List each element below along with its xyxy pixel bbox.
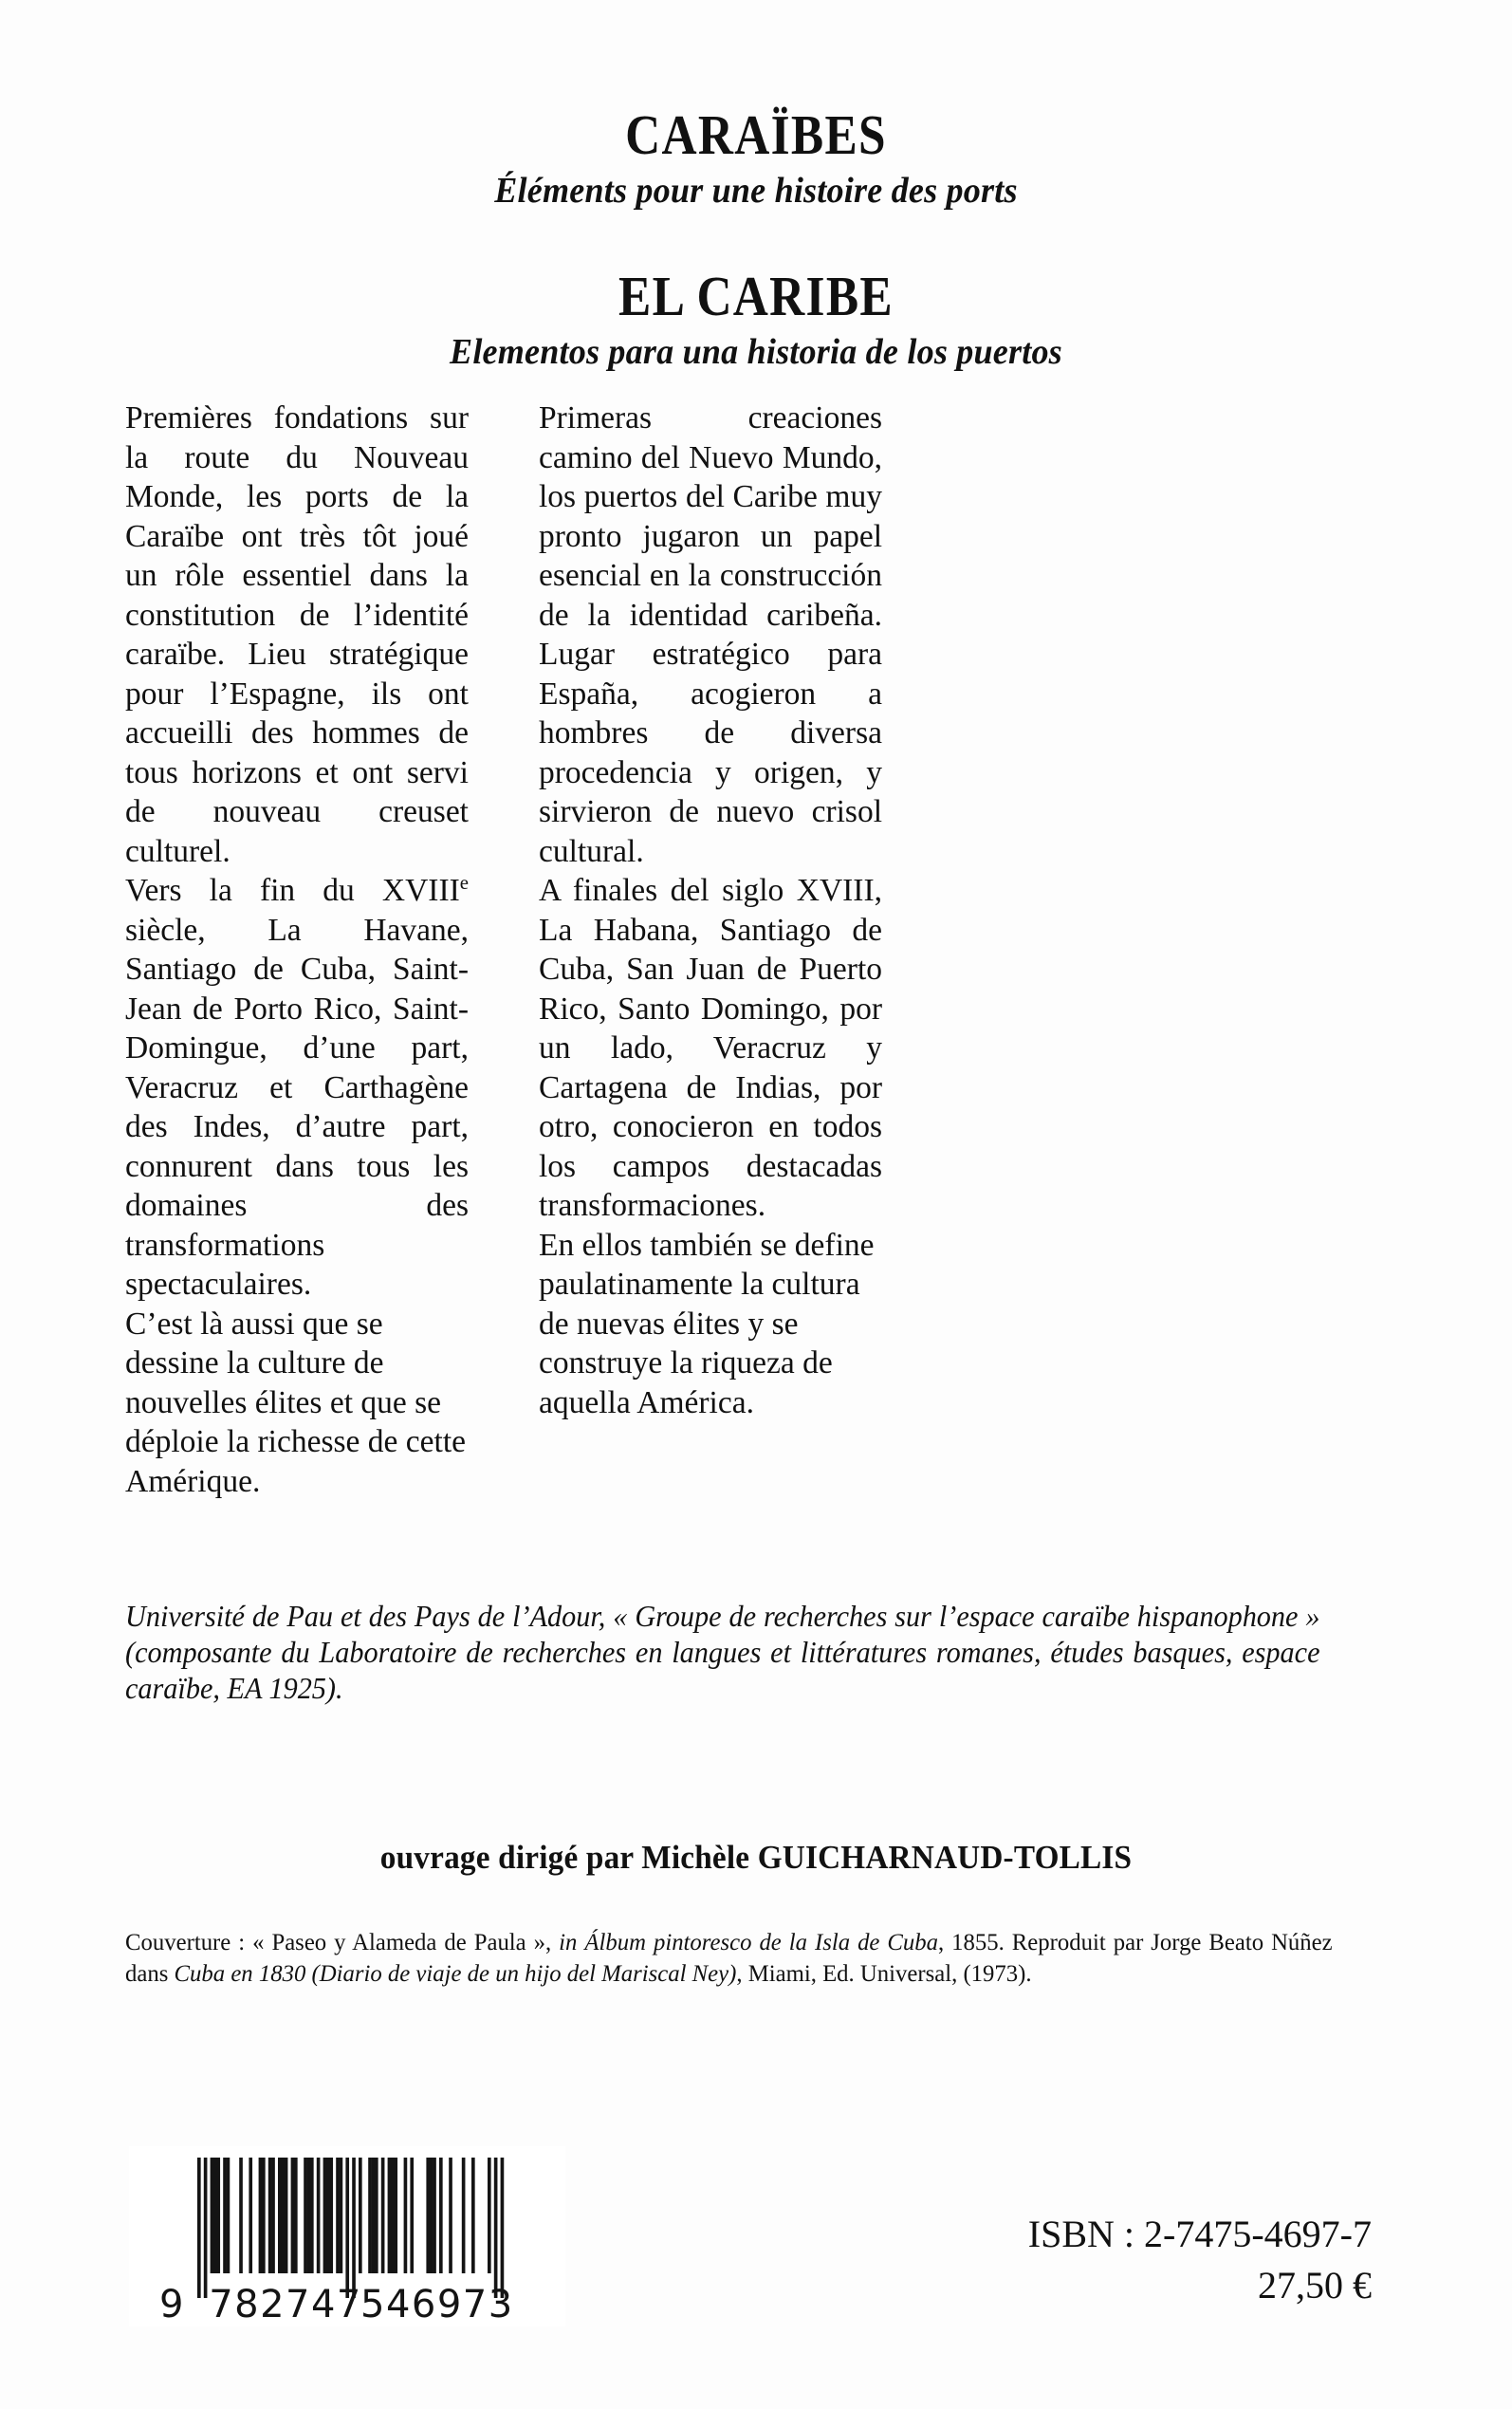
cover-artwork-credit [125,1926,1333,1989]
french-paragraph-2 [125,871,469,1305]
spanish-main-title: EL CARIBE [618,265,894,327]
barcode [129,2146,565,2326]
svg-text:546973: 546973 [360,2283,514,2326]
french-title-block [0,103,1512,212]
cover-credit-segment-0: Couverture : « Paseo y Alameda de Paula », [125,1928,560,1955]
cover-credit-segment-1: in Álbum pintoresco de la Isla de Cuba [559,1928,939,1955]
isbn-value: ISBN : 2-7475-4697-7 [1027,2213,1372,2255]
cover-credit-segment-2: , 1855. Reproduit par Jorge Beato Núñez dans [125,1928,1333,1987]
barcode-bars [129,2146,565,2326]
spanish-paragraph-3: En ellos también se define paulatinamente la cultura de nuevas élites y se construye la riqueza de aquella América. [539,1227,875,1420]
spanish-paragraph-1: Primeras creaciones camino del Nuevo Mundo, los puertos del Caribe muy pronto jugaron un papel esencial en la construcción de la identidad caribeña. Lugar estratégico para España, acogieron a hombres de diversa procedencia y origen, y sirvieron de nuevo crisol cultural. [539,400,882,869]
spanish-blurb-column [539,398,882,1501]
blurb-columns [125,398,1389,1501]
svg-text:9: 9 [159,2283,185,2326]
french-subtitle: Éléments pour une histoire des ports [494,171,1018,212]
cover-credit-segment-4: , Miami, Ed. Universal, (1973). [736,1959,1032,1987]
editor-credit-line: ouvrage dirigé par Michèle GUICHARNAUD-TOLLIS [379,1839,1133,1876]
ordinal-superscript: e [459,871,469,894]
svg-text:782747: 782747 [209,2283,362,2326]
french-paragraph-1: Premières fondations sur la route du Nouveau Monde, les ports de la Caraïbe ont très tôt joué un rôle essentiel dans la constitution de l’identité caraïbe. Lieu stratégique pour l’Espagne, ils ont accueilli des hommes de tous horizons et ont servi de nouveau creuset culturel. [125,400,469,869]
cover-credit-segment-3: Cuba en 1830 (Diario de viaje de un hijo del Mariscal Ney) [174,1959,737,1987]
french-blurb-column [125,398,469,1501]
french-paragraph-2-rest: siècle, La Havane, Santiago de Cuba, Saint-Jean de Porto Rico, Saint-Domingue, d’une part, Veracruz et Carthagène des Indes, d’autre part, connurent dans tous les domaines des transformations spectaculaires. [125,912,469,1302]
price-value: 27,50 € [1258,2264,1372,2307]
french-paragraph-3: C’est là aussi que se dessine la culture de nouvelles élites et que se déploie la richesse de cette Amérique. [125,1306,467,1499]
spanish-title-block [0,265,1512,373]
spanish-paragraph-2: A finales del siglo XVIII, La Habana, Santiago de Cuba, San Juan de Puerto Rico, Santo Domingo, por un lado, Veracruz y Cartagena de Indias, por otro, conocieron en todos los campos destacadas transformaciones. [539,873,882,1223]
spanish-subtitle: Elementos para una historia de los puertos [450,332,1062,373]
isbn-price-block [1028,2209,1372,2311]
french-paragraph-2-prefix: Vers la fin du XVIII [125,873,460,908]
french-main-title: CARAÏBES [625,103,887,166]
affiliation-note: Université de Pau et des Pays de l’Adour, « Groupe de recherches sur l’espace caraïbe hispanophone » (composante du Laboratoire de recherches en langues et littératures romanes, études basques, espace caraïbe, EA 1925). [125,1600,1320,1705]
